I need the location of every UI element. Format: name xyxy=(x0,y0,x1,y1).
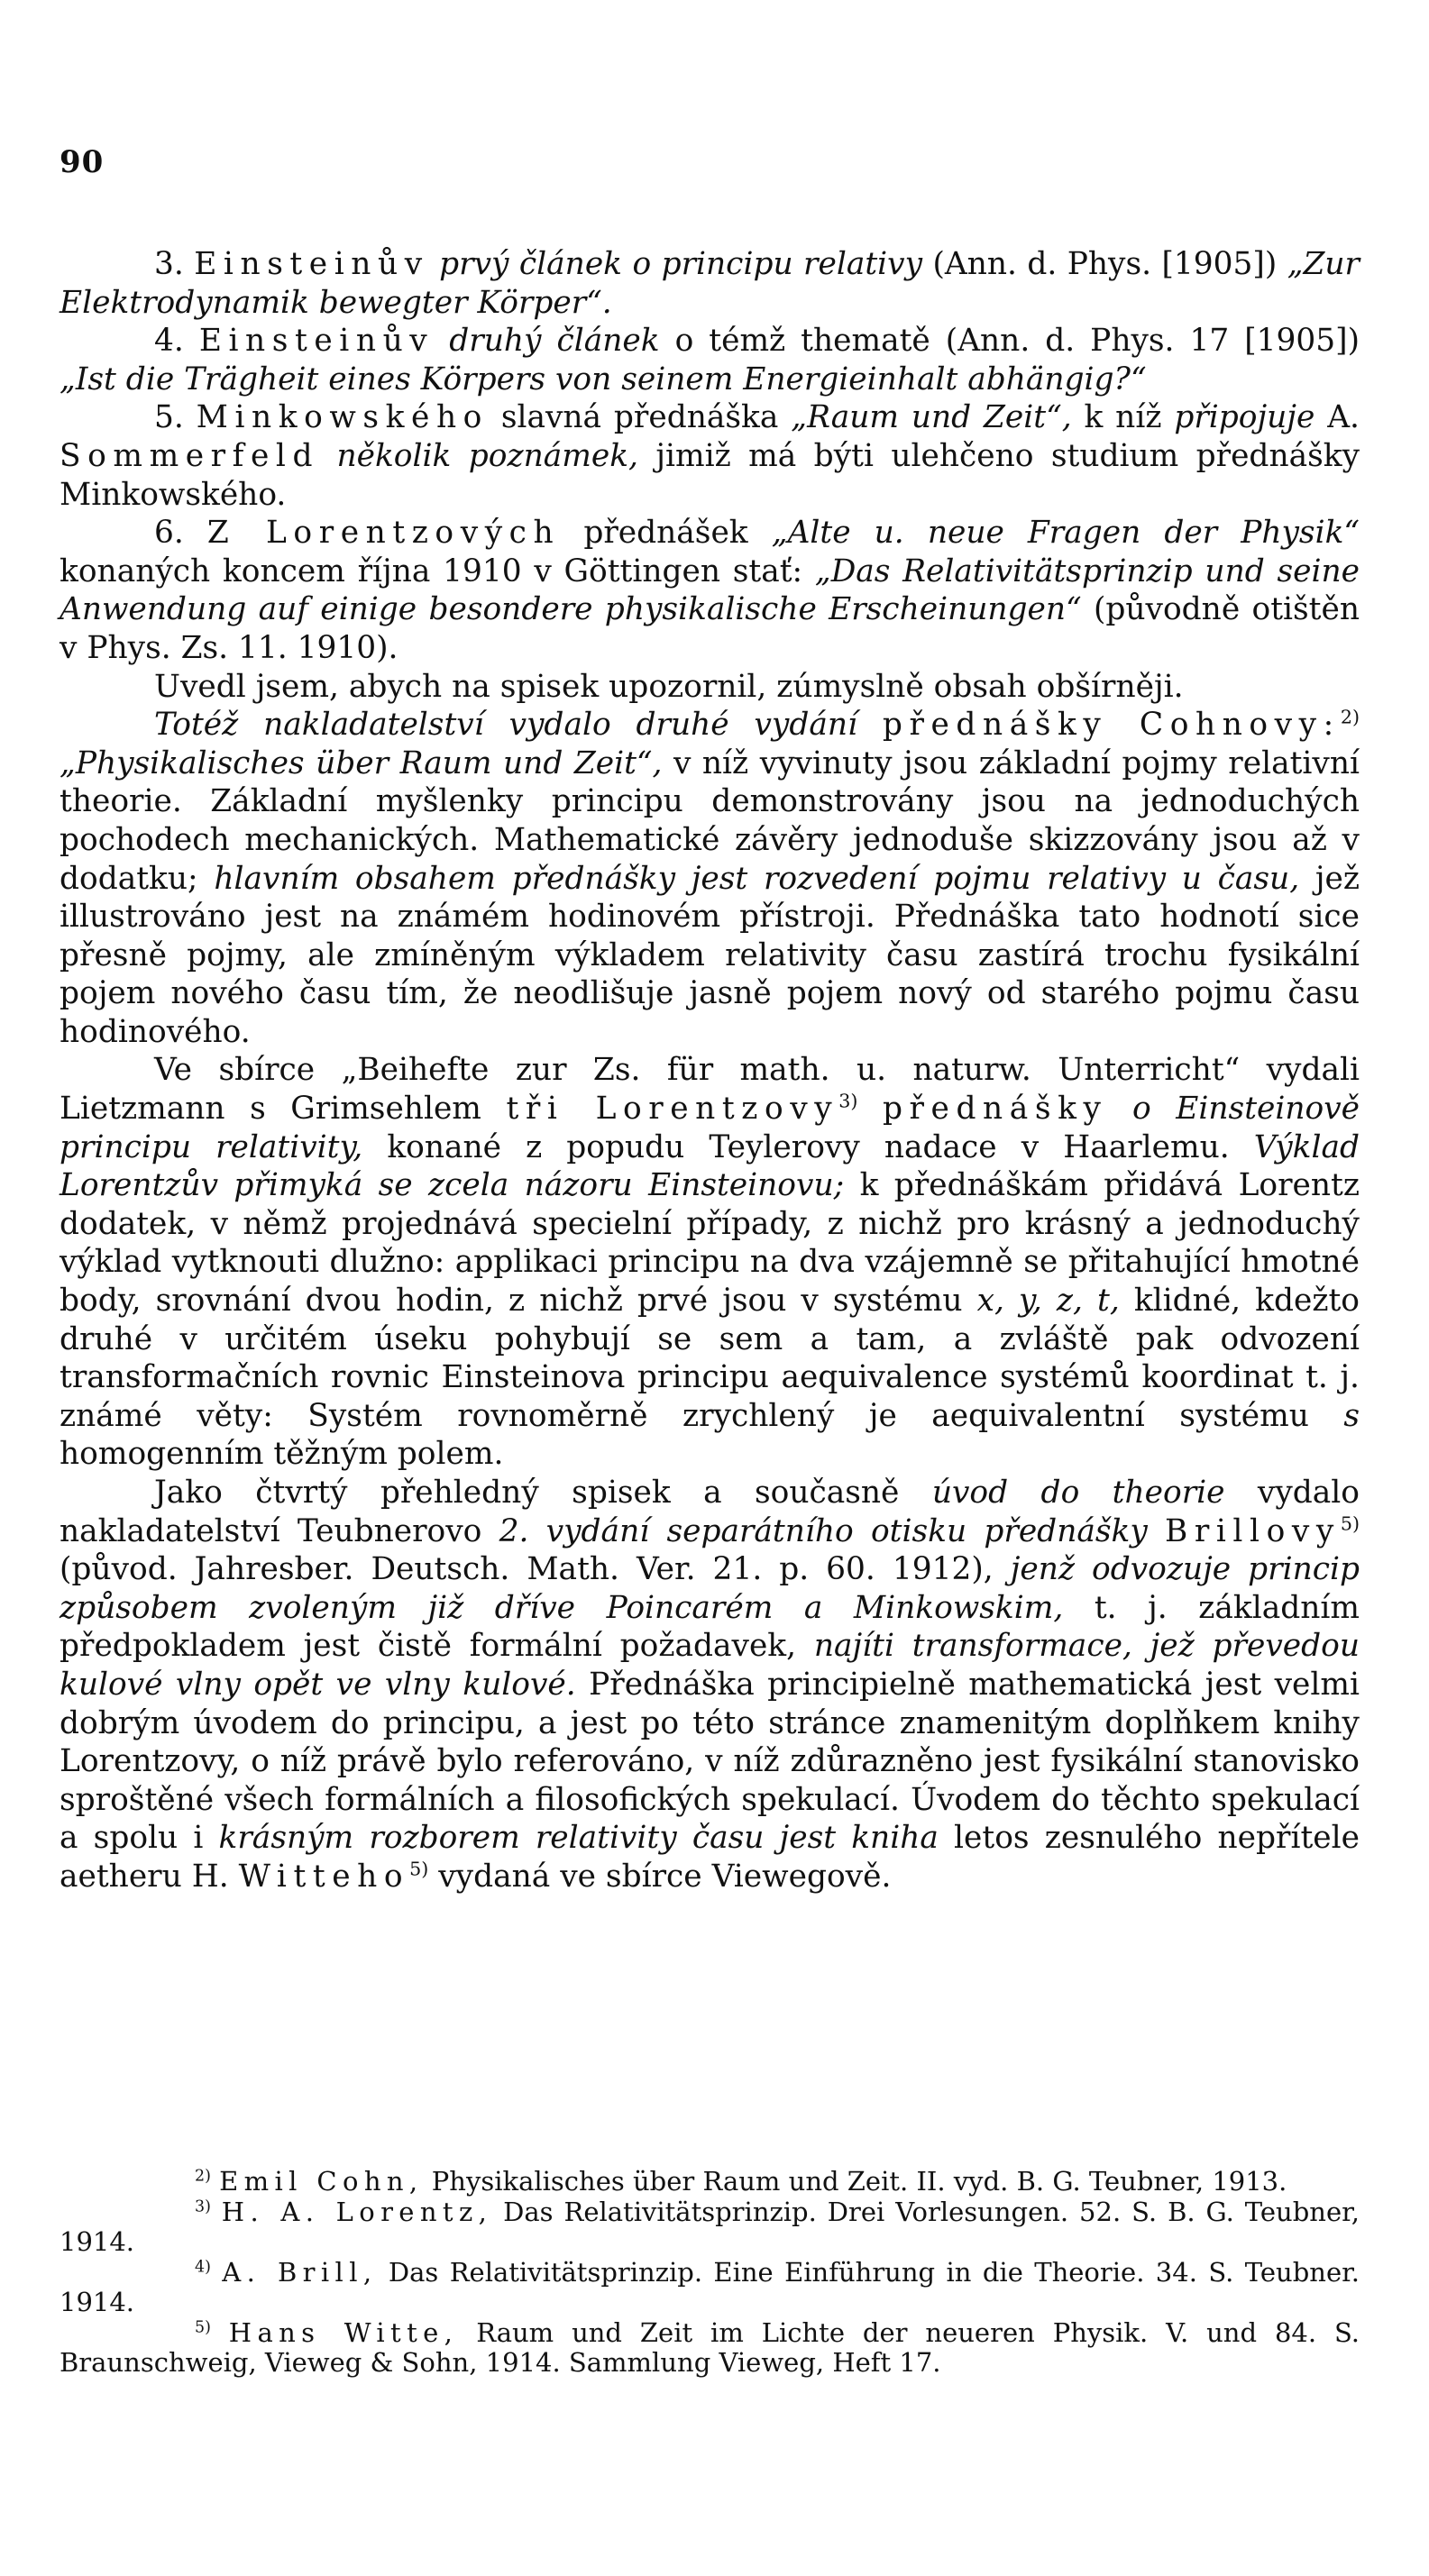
footnote-ref: 3) xyxy=(838,1090,858,1112)
body-text xyxy=(60,245,1360,1896)
author-name: Einsteinův xyxy=(198,323,435,360)
paragraph-2: Totéž nakladatelství vydalo druhé vydání přednášky Cohnovy:$^{2)}$ „Physikalisches über Raum und Zeit“, v níž vyvinuty jsou základní pojmy relativní theorie. Základní myšlenky principu demonstrovány jsou na jednoduchých pochodech mechanických. Mathematické závěry jednoduše skizzovány jsou až v dodatku; hlavním obsahem přednášky jest rozvedení pojmu relativy u času, jež illustrováno jest na známém hodinovém přístroji. Přednáška tato hodnotí sice přesně pojmy, ale zmíněným výkladem relativity času zastírá trochu fysikální pojem nového času tím, že neodlišuje jasně pojem nový od starého pojmu času hodinového. xyxy=(60,706,1360,1050)
paragraph-1: Uvedl jsem, abych na spisek upozornil, zúmyslně obsah obšírněji. xyxy=(154,668,1184,705)
reference-3: 3. Einsteinův prvý článek o principu relativy (Ann. d. Phys. [1905]) „Zur Elektrodynamik bewegter Körper“. xyxy=(60,246,1360,321)
footnote-5: $^{5)}$ Hans Witte, Raum und Zeit im Lichte der neueren Physik. V. und 84. S. Braunschweig, Vieweg & Sohn, 1914. Sammlung Vieweg, Heft 17. xyxy=(60,2316,1360,2378)
footnote-2: $^{2)}$ Emil Cohn, Physikalisches über Raum und Zeit. II. vyd. B. G. Teubner, 1913. xyxy=(195,2166,1287,2197)
paragraph-3: Ve sbírce „Beihefte zur Zs. für math. u. naturw. Unterricht“ vydali Lietzmann s Grimsehlem tři Lorentzovy$^{3)}$ přednášky o Einsteinově principu relativity, konané z popudu Teylerovy nadace v Haarlemu. Výklad Lorentzův přimyká se zcela názoru Einsteinovu; k přednáškám přidává Lorentz dodatek, v němž projednává specielní případy, z nichž pro krásný a jednoduchý výklad vytknouti dlužno: applikaci principu na dva vzájemně se přitahující hmotné body, srovnání dvou hodin, z nichž prvé jsou v systému x, y, z, t, klidné, kdežto druhé v určitém úseku pohybují se sem a tam, a zvláště pak odvození transformačních rovnic Einsteinova principu aequivalence systémů koordinat t. j. známé věty: Systém rovnoměrně zrychlený je aequivalentní systému s homogenním těžným polem. xyxy=(60,1052,1360,1473)
author-name: Z Lorentzových xyxy=(206,515,561,552)
footnote-ref: 5) xyxy=(409,1858,429,1880)
reference-5: 5. Minkowského slavná přednáška „Raum und Zeit“, k níž připojuje A. Sommerfeld několik poznámek, jimiž má býti ulehčeno studium přednášky Minkowského. xyxy=(60,399,1360,513)
paragraph-4: Jako čtvrtý přehledný spisek a současně úvod do theorie vydalo nakladatelství Teubnerovo 2. vydání separátního otisku přednášky Brillovy$^{5)}$ (původ. Jahresber. Deutsch. Math. Ver. 21. p. 60. 1912), jenž odvozuje princip způsobem zvoleným již dříve Poincarém a Minkowskim, t. j. základním předpokladem jest čistě formální požadavek, najíti transformace, jež převedou kulové vlny opět ve vlny kulové. Přednáška principielně mathematická jest velmi dobrým úvodem do principu, a jest po této stránce znamenitým doplňkem knihy Lorentzovy, o níž právě bylo referováno, v níž zdůrazněno jest fysikální stanovisko sproštěné všech formálních a filosofických spekulací. Úvodem do těchto spekulací a spolu i krásným rozborem relativity času jest kniha letos zesnulého nepřítele aetheru H. Witteho$^{5)}$ vydaná ve sbírce Viewegově. xyxy=(60,1475,1360,1895)
reference-4: 4. Einsteinův druhý článek o témž thematě (Ann. d. Phys. 17 [1905]) „Ist die Trägheit eines Körpers von seinem Energieinhalt abhängig?“ xyxy=(60,323,1360,397)
author-name: Minkowského xyxy=(196,399,489,436)
author-name: Sommerfeld xyxy=(60,437,320,474)
footnotes xyxy=(60,2167,1360,2379)
footnote-4: $^{4)}$ A. Brill, Das Relativitätsprinzip. Eine Einführung in die Theorie. 34. S. Teubner. 1914. xyxy=(60,2256,1360,2317)
footnote-ref: 2) xyxy=(1340,706,1360,728)
author-name: Einsteinův xyxy=(194,246,429,282)
page-number: 90 xyxy=(60,144,105,180)
reference-6: 6. Z Lorentzových přednášek „Alte u. neue Fragen der Physik“ konaných koncem října 1910 v Göttingen stať: „Das Relativitätsprinzip und seine Anwendung auf einige besondere physikalische Erscheinungen“ (původně otištěn v Phys. Zs. 11. 1910). xyxy=(60,515,1360,666)
footnote-3: $^{3)}$ H. A. Lorentz, Das Relativitätsprinzip. Drei Vorlesungen. 52. S. B. G. Teubner, 1914. xyxy=(60,2196,1360,2257)
footnote-ref: 5) xyxy=(1340,1512,1360,1535)
